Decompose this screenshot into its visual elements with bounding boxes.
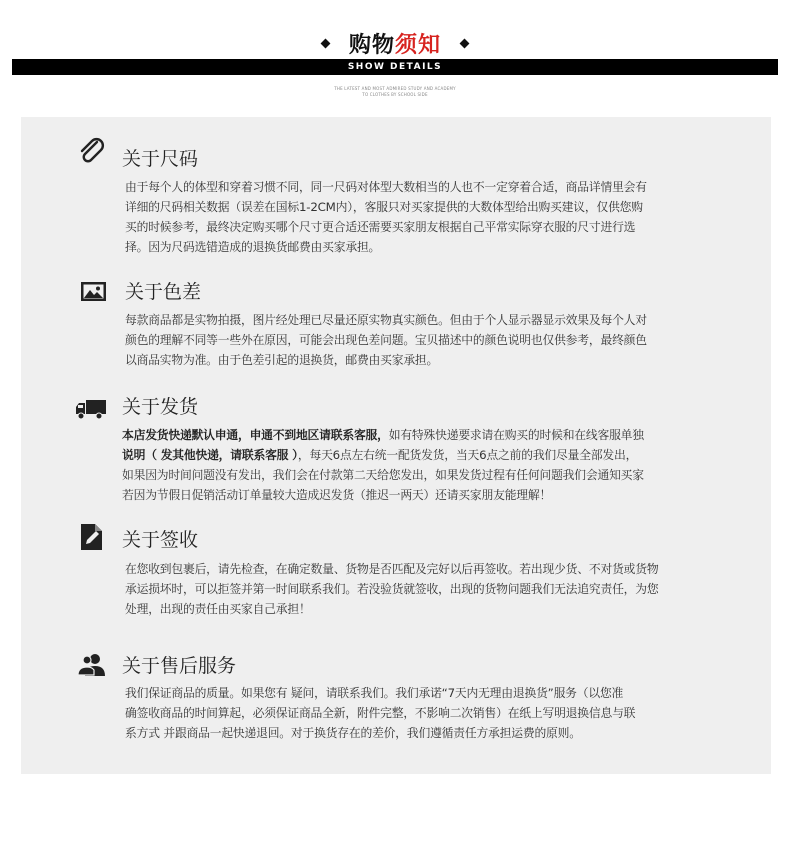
- section-body: [125, 559, 685, 619]
- body-line: 确签收商品的时间算起，必须保证商品全新，附件完整，不影响二次销售）在纸上写明退换信息与联: [125, 706, 636, 720]
- tiny-caption-line1: THE LATEST AND MOST ADMIRED STUDY AND ACADEMY: [334, 86, 456, 91]
- body-line: 由于每个人的体型和穿着习惯不同，同一尺码对体型大数相当的人也不一定穿着合适，商品详情里会有: [125, 180, 647, 194]
- body-line: 承运损坏时，可以拒签并第一时间联系我们。若没验货就签收，出现的货物问题我们无法追究责任，为您: [125, 582, 659, 596]
- body-line: 颜色的理解不同等一些外在原因，可能会出现色差问题。宝贝描述中的颜色说明也仅供参考，最终颜色: [125, 333, 647, 347]
- title-red-part: 须知: [395, 32, 442, 58]
- users-icon: [77, 650, 107, 680]
- document-pen-icon: [77, 522, 107, 552]
- section-heading: 关于色差: [125, 281, 202, 303]
- section-body: [125, 177, 685, 257]
- section-heading: 关于发货: [122, 396, 199, 418]
- notice-panel: [21, 117, 771, 774]
- diamond-left-icon: [321, 38, 331, 48]
- body-line: [122, 485, 682, 505]
- body-line: 处理，出现的责任由买家自己承担！: [125, 602, 311, 616]
- body-line: 每款商品都是实物拍摄，图片经处理已尽量还原实物真实颜色。但由于个人显示器显示效果及每个人对: [125, 313, 647, 327]
- body-line: [122, 425, 682, 445]
- truck-icon: [75, 393, 107, 423]
- body-line-rest: 如果因为时间问题没有发出，我们会在付款第二天给您发出，如果发货过程有任何问题我们会通知买家: [122, 468, 644, 482]
- paperclip-icon: [77, 137, 107, 167]
- page-title: [349, 28, 441, 59]
- section-body: [125, 310, 685, 370]
- body-line: 我们保证商品的质量。如果您有 疑问，请联系我们。我们承诺“7天内无理由退换货”服务（以您准: [125, 686, 624, 700]
- body-line-rest: ，每天6点左右统一配货发货，当天6点之前的我们尽量全部发出，: [297, 448, 638, 462]
- title-row: [0, 26, 790, 60]
- body-line-bold: 本店发货快递默认申通，申通不到地区请联系客服，: [122, 428, 389, 442]
- image-icon: [79, 277, 109, 307]
- section-heading: 关于签收: [122, 529, 199, 551]
- page-header: [0, 0, 790, 110]
- body-line-bold: 说明（ 发其他快递，请联系客服 ）: [122, 448, 298, 462]
- body-line: 系方式 并跟商品一起快递退回。对于换货存在的差价，我们遵循责任方承担运费的原则。: [125, 726, 581, 740]
- show-details-bar: [12, 59, 778, 75]
- body-line: [122, 465, 682, 485]
- section-body: [125, 683, 685, 743]
- bar-label: SHOW DETAILS: [347, 62, 443, 72]
- body-line-rest: 若因为节假日促销活动订单量较大造成迟发货（推迟一两天）还请买家朋友能理解！: [122, 488, 552, 502]
- body-line: [122, 445, 682, 465]
- diamond-right-icon: [460, 38, 470, 48]
- section-heading: 关于售后服务: [122, 655, 237, 677]
- body-line: 以商品实物为准。由于色差引起的退换货，邮费由买家承担。: [125, 353, 439, 367]
- body-line: 择。因为尺码选错造成的退换货邮费由买家承担。: [125, 240, 381, 254]
- tiny-caption-line2: TO CLOTHES BY SCHOOL SIDE: [362, 92, 428, 97]
- body-line-rest: 如有特殊快递要求请在购买的时候和在线客服单独: [388, 428, 644, 442]
- body-line: 详细的尺码相关数据（误差在国标1-2CM内），客服只对买家提供的大数体型给出购买建议，仅供您购: [125, 200, 643, 214]
- title-black-part: 购物: [348, 32, 395, 58]
- body-line: 买的时候参考，最终决定购买哪个尺寸更合适还需要买家朋友根据自己平常实际穿衣服的尺寸进行选: [125, 220, 636, 234]
- section-heading: 关于尺码: [122, 148, 199, 170]
- section-body: [122, 425, 682, 505]
- body-line: 在您收到包裹后，请先检查，在确定数量、货物是否匹配及完好以后再签收。若出现少货、不对货或货物: [125, 562, 659, 576]
